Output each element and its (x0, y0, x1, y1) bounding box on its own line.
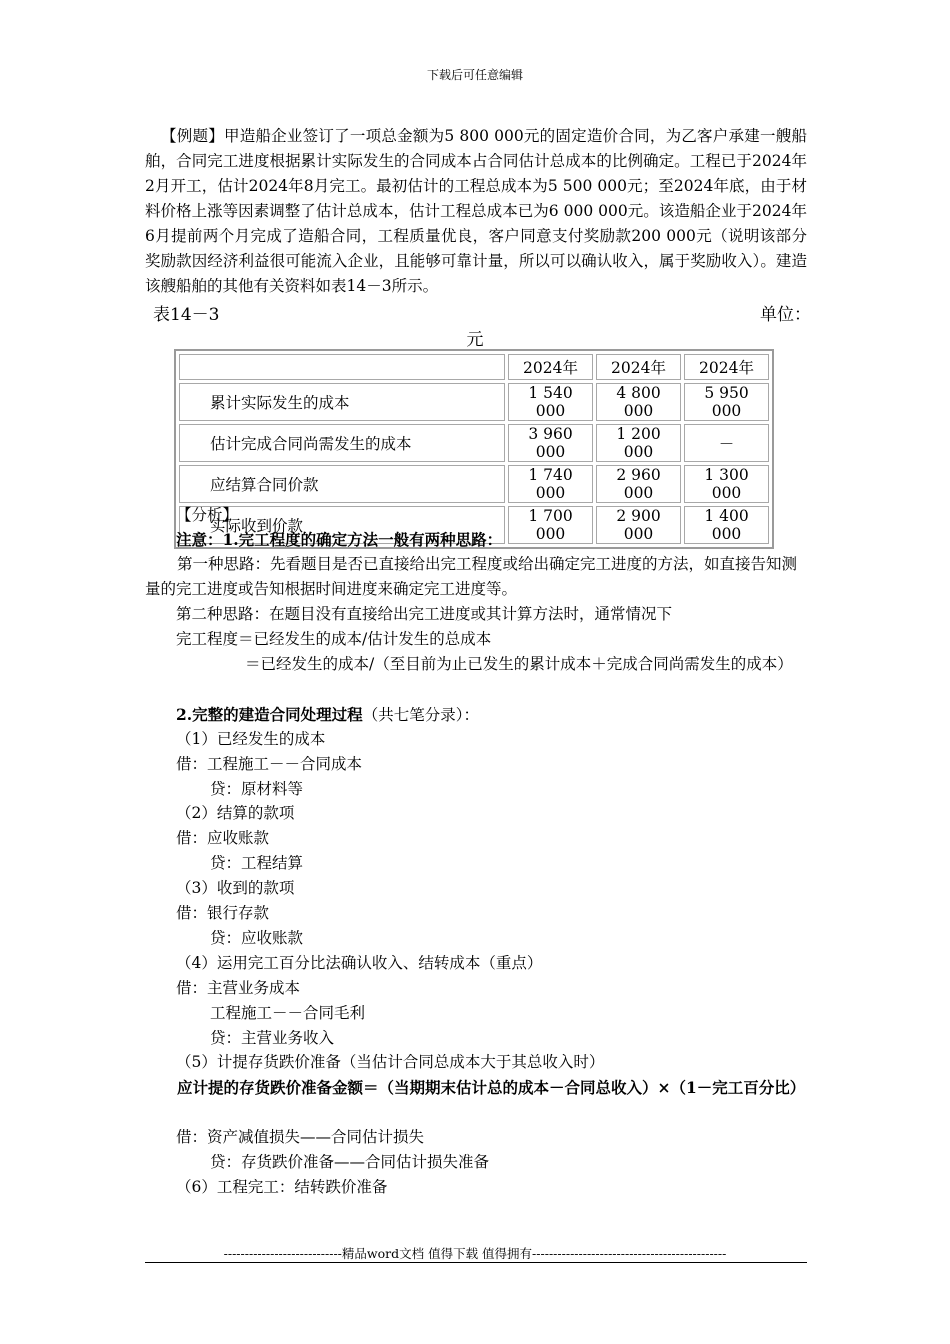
step-1-credit: 贷：原材料等 (210, 780, 304, 798)
table-cell-label: 应结算合同价款 (179, 465, 505, 503)
process-heading-bold: 2.完整的建造合同处理过程 (176, 705, 363, 724)
step-2-credit: 贷：工程结算 (210, 854, 304, 872)
table-unit-value: 元 (466, 330, 484, 350)
table-unit-label: 单位： (760, 305, 811, 325)
note-heading: 注意：1.完工程度的确定方法一般有两种思路： (176, 530, 503, 549)
step-4-debit-2: 工程施工－－合同毛利 (210, 1004, 366, 1022)
idea-two: 第二种思路：在题目没有直接给出完工进度或其计算方法时，通常情况下 (176, 605, 673, 623)
formula-line-2: ＝已经发生的成本/（至目前为止已发生的累计成本＋完成合同尚需发生的成本） (245, 655, 793, 673)
table-caption: 表14－3 (153, 305, 220, 325)
table-cell: 1 400 000 (684, 506, 769, 544)
data-table (174, 349, 774, 549)
table-header-cell: 2024年 (508, 354, 593, 380)
step-1-debit: 借：工程施工－－合同成本 (176, 755, 363, 773)
footer-rule (145, 1262, 807, 1263)
step-5-formula: 应计提的存货跌价准备金额＝（当期期末估计总的成本－合同总收入）×（1－完工百分比） (177, 1078, 806, 1097)
table-cell: － (684, 424, 769, 462)
step-3-title: （3）收到的款项 (176, 879, 295, 897)
table-cell: 1 300 000 (684, 465, 769, 503)
step-5-credit: 贷：存货跌价准备——合同估计损失准备 (210, 1153, 490, 1171)
page-header: 下载后可任意编辑 (426, 68, 523, 82)
table-row (179, 383, 769, 421)
process-heading-note: （共七笔分录）： (362, 706, 479, 724)
table-header-cell: 2024年 (684, 354, 769, 380)
step-5-debit: 借：资产减值损失——合同估计损失 (176, 1128, 425, 1146)
analysis-heading: 【分析】 (176, 506, 239, 524)
formula-line-1: 完工程度＝已经发生的成本/估计发生的总成本 (176, 630, 492, 648)
table-header-cell (179, 354, 505, 380)
table-cell: 2 960 000 (596, 465, 681, 503)
table-header-row (179, 354, 769, 380)
table-row (179, 465, 769, 503)
step-5-title: （5）计提存货跌价准备（当估计合同总成本大于其总收入时） (176, 1053, 605, 1071)
example-paragraph: 【例题】甲造船企业签订了一项总金额为5 800 000元的固定造价合同，为乙客户承建一艘船舶，合同完工进度根据累计实际发生的合同成本占合同估计总成本的比例确定。工程已于2024年2月开工，估计2024年8月完工。最初估计的工程总成本为5 500 000元；至2024年底，由于材料价格上涨等因素调整了估计总成本，估计工程总成本已为6 000 000元。该造船企业于2024年6月提前两个月完成了造船合同，工程质量优良，客户同意支付奖励款200 000元（说明该部分奖励款因经济利益很可能流入企业，且能够可靠计量，所以可以确认收入，属于奖励收入）。建造该艘船舶的其他有关资料如表14－3所示。 (145, 127, 807, 295)
page-footer: ----------------------------精品word文档 值得下载 值得拥有---------------------------------------------- (223, 1246, 727, 1261)
step-4-debit: 借：主营业务成本 (176, 979, 301, 997)
table-cell-label: 实际收到价款 (179, 506, 505, 544)
table-cell: 3 960 000 (508, 424, 593, 462)
table-header-cell: 2024年 (596, 354, 681, 380)
idea-one: 第一种思路：先看题目是否已直接给出完工程度或给出确定完工进度的方法，如直接告知测量的完工进度或告知根据时间进度来确定完工进度等。 (145, 555, 798, 598)
table-cell: 1 700 000 (508, 506, 593, 544)
table-cell: 2 900 000 (596, 506, 681, 544)
step-4-title: （4）运用完工百分比法确认收入、结转成本（重点） (176, 954, 543, 972)
step-4-credit: 贷：主营业务收入 (210, 1029, 335, 1047)
process-heading (176, 702, 479, 728)
table-row (179, 424, 769, 462)
table-cell: 1 740 000 (508, 465, 593, 503)
table-cell: 5 950 000 (684, 383, 769, 421)
step-3-credit: 贷：应收账款 (210, 929, 304, 947)
table-cell-label: 估计完成合同尚需发生的成本 (179, 424, 505, 462)
step-1-title: （1）已经发生的成本 (176, 730, 326, 748)
table-cell: 1 540 000 (508, 383, 593, 421)
table-cell: 4 800 000 (596, 383, 681, 421)
step-2-title: （2）结算的款项 (176, 804, 295, 822)
step-6-title: （6）工程完工：结转跌价准备 (176, 1178, 388, 1196)
step-2-debit: 借：应收账款 (176, 829, 270, 847)
table-cell-label: 累计实际发生的成本 (179, 383, 505, 421)
table-cell: 1 200 000 (596, 424, 681, 462)
step-3-debit: 借：银行存款 (176, 904, 270, 922)
